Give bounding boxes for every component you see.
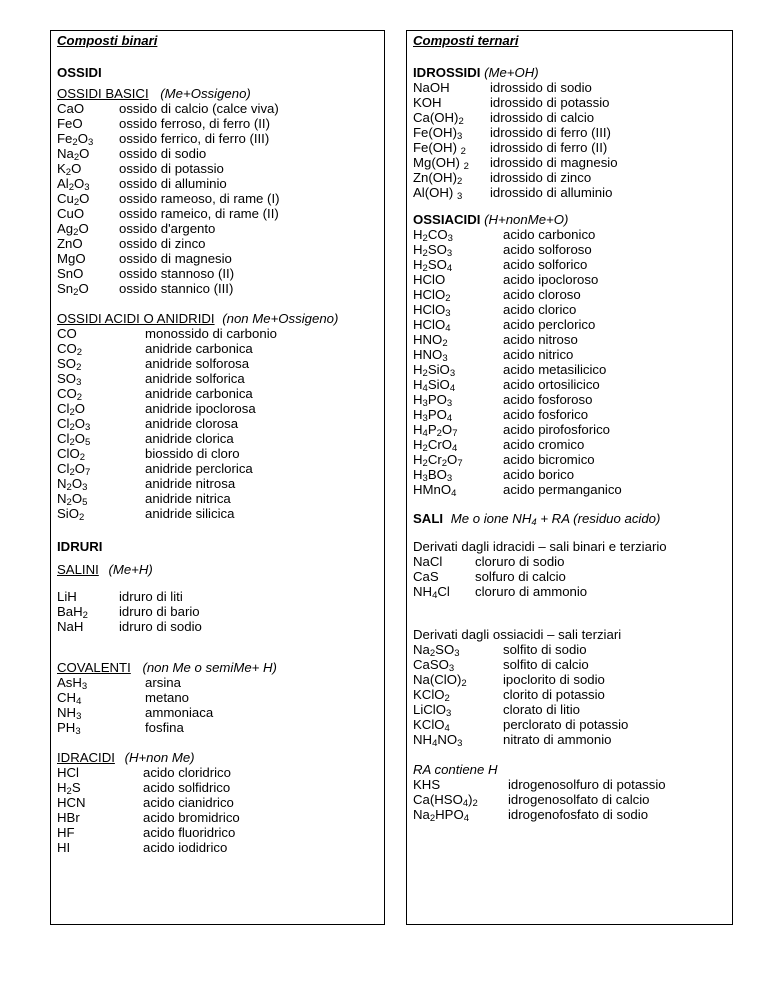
formula: HI <box>57 840 71 855</box>
hydrides-title: IDRURI <box>57 539 103 554</box>
list-item <box>413 362 732 377</box>
oxides-title: OSSIDI <box>57 65 102 80</box>
formula: $H_2SO_3$ <box>413 242 453 259</box>
ternary-compounds-panel <box>406 30 733 925</box>
formula: ClO$_2$ <box>57 446 86 463</box>
formula: $Sn_2O$ <box>57 281 89 298</box>
formula: $Fe_2O_3$ <box>57 131 94 148</box>
list-item <box>413 717 732 732</box>
formula: HClO$_4$ <box>413 317 451 334</box>
compound-name: acido ortosilicico <box>503 377 600 392</box>
formula: CaS <box>413 569 439 584</box>
binary-compounds-panel <box>50 30 385 925</box>
binary-compounds-header: Composti binari <box>57 33 158 48</box>
list-item <box>413 242 732 257</box>
compound-name: cloruro di ammonio <box>475 584 588 599</box>
compound-name: acido nitrico <box>503 347 574 362</box>
hydroxides-list <box>413 80 732 200</box>
compound-name: acido borico <box>503 467 575 482</box>
list-item <box>57 675 384 690</box>
formula: NaOH <box>413 80 450 95</box>
compound-name: clorato di litio <box>503 702 580 717</box>
formula: $CO_2$ <box>57 386 83 403</box>
list-item <box>57 795 384 810</box>
formula: $H_3PO_4$ <box>413 407 453 424</box>
compound-name: acido perclorico <box>503 317 596 332</box>
compound-name: idrossido di zinco <box>490 170 592 185</box>
oxyacids-title: OSSIACIDI <box>413 212 481 227</box>
compound-name: idruro di sodio <box>119 619 202 634</box>
compound-name: ossido ferroso, di ferro (II) <box>119 116 270 131</box>
covalent-hydrides-list <box>57 675 384 735</box>
list-item <box>413 272 732 287</box>
formula: $Zn(OH)_2$ <box>413 170 463 187</box>
compound-name: idrogenosolfuro di potassio <box>508 777 666 792</box>
hydrides-section <box>57 539 384 855</box>
formula: HClO <box>413 272 446 287</box>
compound-name: ossido ferrico, di ferro (III) <box>119 131 270 146</box>
acid-oxides-note: (non Me+Ossigeno) <box>222 311 339 326</box>
formula: $Cl_2O$ <box>57 401 86 418</box>
oxides-section <box>57 65 384 521</box>
list-item <box>413 467 732 482</box>
formula: AsH$_3$ <box>57 675 88 692</box>
list-item <box>413 170 732 185</box>
list-item <box>413 287 732 302</box>
list-item <box>57 206 384 221</box>
formula: HClO$_2$ <box>413 287 451 304</box>
list-item <box>57 116 384 131</box>
formula: $Cl_2O_3$ <box>57 416 91 433</box>
list-item <box>57 705 384 720</box>
compound-name: anidride silicica <box>145 506 235 521</box>
compound-name: anidride clorica <box>145 431 234 446</box>
list-item <box>413 95 732 110</box>
list-item <box>413 452 732 467</box>
compound-name: ossido di calcio (calce viva) <box>119 101 279 116</box>
list-item <box>57 221 384 236</box>
formula: $SO_2$ <box>57 356 82 373</box>
compound-name: idrossido di calcio <box>490 110 595 125</box>
formula: MgO <box>57 251 86 266</box>
compound-name: idrossido di sodio <box>490 80 592 95</box>
compound-name: acido cromico <box>503 437 585 452</box>
list-item <box>57 281 384 296</box>
compound-name: ammoniaca <box>145 705 214 720</box>
formula: HMnO$_4$ <box>413 482 457 499</box>
list-item <box>413 392 732 407</box>
formula: $NH_3$ <box>57 705 82 722</box>
formula: $H_2CO_3$ <box>413 227 453 244</box>
formula: KHS <box>413 777 441 792</box>
formula: $N_2O_5$ <box>57 491 88 508</box>
basic-oxides-list <box>57 101 384 296</box>
formula: LiClO$_3$ <box>413 702 452 719</box>
formula: CaO <box>57 101 85 116</box>
formula: $H_3BO_3$ <box>413 467 453 484</box>
list-item <box>413 332 732 347</box>
list-item <box>57 161 384 176</box>
list-item <box>413 702 732 717</box>
compound-name: acido fosforoso <box>503 392 593 407</box>
list-item <box>57 840 384 855</box>
list-item <box>413 657 732 672</box>
list-item <box>413 155 732 170</box>
basic-oxides-label: OSSIDI BASICI <box>57 86 149 101</box>
salts-title: SALI <box>413 511 444 526</box>
formula: $Na_2SO_3$ <box>413 642 460 659</box>
formula: Fe(OH) $_2$ <box>413 140 466 157</box>
list-item <box>57 146 384 161</box>
list-item <box>57 491 384 506</box>
oxyacids-note: (H+nonMe+O) <box>484 212 569 227</box>
formula: CO <box>57 326 77 341</box>
formula: $Ca(HSO_4)_2$ <box>413 792 478 809</box>
formula: SnO <box>57 266 84 281</box>
covalent-hydrides-label: COVALENTI <box>57 660 131 675</box>
list-item <box>413 437 732 452</box>
ternary-compounds-header: Composti ternari <box>413 33 519 48</box>
list-item <box>413 140 732 155</box>
list-item <box>57 371 384 386</box>
compound-name: acido permanganico <box>503 482 622 497</box>
compound-name: acido solforico <box>503 257 588 272</box>
compound-name: idrossido di potassio <box>490 95 610 110</box>
hydracids-note: (H+non Me) <box>124 750 195 765</box>
list-item <box>413 672 732 687</box>
list-item <box>57 251 384 266</box>
formula: $H_2SiO_3$ <box>413 362 456 379</box>
compound-name: acido iodidrico <box>143 840 228 855</box>
list-item <box>57 386 384 401</box>
list-item <box>413 584 732 599</box>
list-item <box>57 236 384 251</box>
formula: Mg(OH) $_2$ <box>413 155 469 172</box>
hydracids-label: IDRACIDI <box>57 750 115 765</box>
compound-name: idrogenosolfato di calcio <box>508 792 650 807</box>
compound-name: cloruro di sodio <box>475 554 565 569</box>
formula: ZnO <box>57 236 83 251</box>
compound-name: ossido di magnesio <box>119 251 232 266</box>
list-item <box>57 765 384 780</box>
salts-note: Me o ione $NH_4$ + RA (residuo acido) <box>450 511 661 528</box>
list-item <box>57 341 384 356</box>
list-item <box>413 80 732 95</box>
list-item <box>57 810 384 825</box>
oxyacids-section <box>413 212 732 497</box>
formula: NaCl <box>413 554 443 569</box>
compound-name: anidride solforosa <box>145 356 250 371</box>
compound-name: acido bicromico <box>503 452 595 467</box>
formula: $PH_3$ <box>57 720 81 737</box>
compound-name: anidride solforica <box>145 371 245 386</box>
salts-section <box>413 511 732 822</box>
formula: NaH <box>57 619 84 634</box>
list-item <box>413 732 732 747</box>
list-item <box>57 431 384 446</box>
covalent-hydrides-note: (non Me o semiMe+ H) <box>142 660 277 675</box>
formula: $Fe(OH)_3$ <box>413 125 463 142</box>
list-item <box>413 569 732 584</box>
list-item <box>413 554 732 569</box>
list-item <box>413 185 732 200</box>
formula: $HNO_3$ <box>413 347 448 364</box>
hydroxides-section <box>413 65 732 200</box>
formula: BaH$_2$ <box>57 604 88 621</box>
list-item <box>57 476 384 491</box>
compound-name: ossido rameico, di rame (II) <box>119 206 279 221</box>
list-item <box>413 687 732 702</box>
list-item <box>57 401 384 416</box>
compound-name: acido bromidrico <box>143 810 240 825</box>
formula: Al(OH) $_3$ <box>413 185 463 202</box>
compound-name: idrossido di magnesio <box>490 155 618 170</box>
formula: $H_2S$ <box>57 780 81 797</box>
formula: CuO <box>57 206 85 221</box>
basic-oxides-note: (Me+Ossigeno) <box>160 86 251 101</box>
formula: $Na(ClO)_2$ <box>413 672 467 689</box>
list-item <box>57 589 384 604</box>
list-item <box>413 377 732 392</box>
list-item <box>413 227 732 242</box>
acid-oxides-list <box>57 326 384 521</box>
compound-name: solfito di sodio <box>503 642 587 657</box>
compound-name: idruro di liti <box>119 589 183 604</box>
compound-name: idrogenofosfato di sodio <box>508 807 649 822</box>
binary-salts-list <box>413 554 732 599</box>
list-item <box>413 792 732 807</box>
formula: $N_2O_3$ <box>57 476 88 493</box>
list-item <box>413 347 732 362</box>
compound-name: monossido di carbonio <box>145 326 277 341</box>
formula: $CH_4$ <box>57 690 82 707</box>
formula: $NH_4Cl$ <box>413 584 450 601</box>
list-item <box>57 266 384 281</box>
compound-name: acido cianidrico <box>143 795 234 810</box>
formula: $Cl_2O_5$ <box>57 431 91 448</box>
formula: $K_2O$ <box>57 161 82 178</box>
formula: $H_4P_2O_7$ <box>413 422 458 439</box>
acid-oxides-label: OSSIDI ACIDI O ANIDRIDI <box>57 311 215 326</box>
compound-name: anidride ipoclorosa <box>145 401 256 416</box>
formula: KClO$_2$ <box>413 687 450 704</box>
formula: SiO$_2$ <box>57 506 85 523</box>
compound-name: acido ipocloroso <box>503 272 599 287</box>
compound-name: ossido di zinco <box>119 236 206 251</box>
list-item <box>413 125 732 140</box>
formula: HBr <box>57 810 80 825</box>
formula: $HNO_2$ <box>413 332 448 349</box>
formula: $NH_4NO_3$ <box>413 732 463 749</box>
ternary-salts-label: Derivati dagli ossiacidi – sali terziari <box>413 627 622 642</box>
formula: KClO$_4$ <box>413 717 450 734</box>
hydroxides-title: IDROSSIDI <box>413 65 481 80</box>
compound-name: acido cloroso <box>503 287 581 302</box>
acid-residue-label: RA contiene H <box>413 762 498 777</box>
list-item <box>57 604 384 619</box>
oxyacids-list <box>413 227 732 497</box>
compound-name: ossido di potassio <box>119 161 224 176</box>
saline-hydrides-list <box>57 589 384 634</box>
list-item <box>57 131 384 146</box>
list-item <box>413 807 732 822</box>
compound-name: acido metasilicico <box>503 362 607 377</box>
list-item <box>57 416 384 431</box>
compound-name: ossido di sodio <box>119 146 207 161</box>
formula: $Na_2HPO_4$ <box>413 807 470 824</box>
compound-name: acido fluoridrico <box>143 825 236 840</box>
compound-name: solfito di calcio <box>503 657 589 672</box>
compound-name: acido solforoso <box>503 242 592 257</box>
list-item <box>413 642 732 657</box>
compound-name: acido solfidrico <box>143 780 231 795</box>
list-item <box>57 356 384 371</box>
compound-name: solfuro di calcio <box>475 569 566 584</box>
list-item <box>413 257 732 272</box>
list-item <box>57 780 384 795</box>
formula: $H_2CrO_4$ <box>413 437 458 454</box>
saline-hydrides-label: SALINI <box>57 562 99 577</box>
compound-name: idrossido di ferro (II) <box>490 140 608 155</box>
list-item <box>413 302 732 317</box>
formula: $Na_2O$ <box>57 146 90 163</box>
list-item <box>57 101 384 116</box>
list-item <box>57 461 384 476</box>
compound-name: acido fosforico <box>503 407 589 422</box>
formula: $SO_3$ <box>57 371 82 388</box>
list-item <box>413 482 732 497</box>
acid-residue-salts-list <box>413 777 732 822</box>
compound-name: acido carbonico <box>503 227 596 242</box>
formula: KOH <box>413 95 442 110</box>
compound-name: acido clorico <box>503 302 577 317</box>
list-item <box>413 407 732 422</box>
list-item <box>57 720 384 735</box>
compound-name: ossido d'argento <box>119 221 216 236</box>
list-item <box>57 825 384 840</box>
compound-name: acido nitroso <box>503 332 578 347</box>
formula: $H_2Cr_2O_7$ <box>413 452 463 469</box>
formula: $H_4SiO_4$ <box>413 377 456 394</box>
formula: HCl <box>57 765 79 780</box>
compound-name: anidride nitrosa <box>145 476 236 491</box>
formula: $H_2SO_4$ <box>413 257 453 274</box>
compound-name: anidride nitrica <box>145 491 231 506</box>
compound-name: idruro di bario <box>119 604 200 619</box>
formula: CaSO$_3$ <box>413 657 455 674</box>
list-item <box>57 619 384 634</box>
binary-salts-label: Derivati dagli idracidi – sali binari e terziario <box>413 539 667 554</box>
compound-name: biossido di cloro <box>145 446 240 461</box>
compound-name: acido cloridrico <box>143 765 231 780</box>
list-item <box>413 777 732 792</box>
list-item <box>57 506 384 521</box>
compound-name: metano <box>145 690 189 705</box>
compound-name: perclorato di potassio <box>503 717 629 732</box>
formula: $Cu_2O$ <box>57 191 90 208</box>
formula: $CO_2$ <box>57 341 83 358</box>
formula: HF <box>57 825 75 840</box>
compound-name: ossido di alluminio <box>119 176 227 191</box>
compound-name: arsina <box>145 675 181 690</box>
compound-name: ossido stannico (III) <box>119 281 234 296</box>
compound-name: anidride perclorica <box>145 461 253 476</box>
compound-name: clorito di potassio <box>503 687 605 702</box>
formula: HClO$_3$ <box>413 302 451 319</box>
compound-name: ossido stannoso (II) <box>119 266 235 281</box>
compound-name: anidride carbonica <box>145 386 253 401</box>
formula: $H_3PO_3$ <box>413 392 453 409</box>
list-item <box>57 446 384 461</box>
formula: $Ca(OH)_2$ <box>413 110 464 127</box>
hydracids-list <box>57 765 384 855</box>
formula: $Al_2O_3$ <box>57 176 90 193</box>
compound-name: ossido rameoso, di rame (I) <box>119 191 280 206</box>
list-item <box>413 110 732 125</box>
compound-name: idrossido di ferro (III) <box>490 125 611 140</box>
list-item <box>413 422 732 437</box>
list-item <box>413 317 732 332</box>
compound-name: acido pirofosforico <box>503 422 611 437</box>
compound-name: ipoclorito di sodio <box>503 672 605 687</box>
list-item <box>57 191 384 206</box>
formula: $Ag_2O$ <box>57 221 89 238</box>
compound-name: idrossido di alluminio <box>490 185 613 200</box>
hydroxides-note: (Me+OH) <box>484 65 539 80</box>
compound-name: anidride clorosa <box>145 416 239 431</box>
compound-name: nitrato di ammonio <box>503 732 612 747</box>
list-item <box>57 690 384 705</box>
list-item <box>57 176 384 191</box>
ternary-salts-list <box>413 642 732 747</box>
list-item <box>57 326 384 341</box>
formula: $Cl_2O_7$ <box>57 461 91 478</box>
compound-name: anidride carbonica <box>145 341 253 356</box>
formula: HCN <box>57 795 86 810</box>
formula: LiH <box>57 589 77 604</box>
formula: FeO <box>57 116 83 131</box>
saline-hydrides-note: (Me+H) <box>108 562 153 577</box>
compound-name: fosfina <box>145 720 184 735</box>
